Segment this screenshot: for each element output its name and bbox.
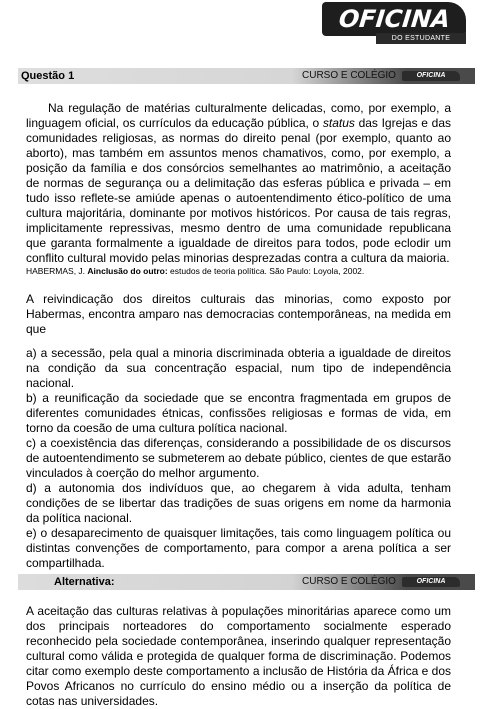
question-course-label: CURSO E COLÉGIO bbox=[302, 70, 396, 81]
logo-box bbox=[322, 2, 466, 36]
bibliographic-reference: HABERMAS, J. Ainclusão do outro: estudos de teoria política. São Paulo: Loyola, 2002. bbox=[26, 266, 365, 276]
answer-header-bar bbox=[18, 574, 475, 590]
option-c[interactable]: c) a coexistência das diferenças, considerando a possibilidade de os discursos de autoentendimento se submeterem ao debate público, cientes de que estarão vinculados à coerção do melhor argumento. bbox=[26, 436, 451, 480]
passage-text: Na regulação de matérias culturalmente delicadas, como, por exemplo, a linguagem oficial, os currículos da educação pública, o status das Igrejas e das comunidades religiosas, as normas do direito penal (por exemplo, quanto ao aborto), mas também em assuntos menos chamativos, como, por exemplo, a posição da família e dos consórcios semelhantes ao matrimônio, a aceitação de normas de segurança ou a delimitação das esferas pública e privada – em tudo isso reflete-se amiúde apenas o autoentendimento ético-político de uma cultura majoritária, dominante por motivos históricos. Por causa de tais regras, implicitamente repressivas, mesmo dentro de uma comunidade republicana que garanta formalmente a igualdade de direitos para todos, pode eclodir um conflito cultural movido pelas minorias desprezadas contra a cultura da maioria. bbox=[26, 101, 451, 265]
oficina-logo bbox=[322, 2, 466, 48]
reference-title: Ainclusão do outro: bbox=[87, 266, 168, 276]
option-b[interactable]: b) a reunificação da sociedade que se encontra fragmentada em grupos de diferentes comunidades étnicas, confissões religiosas e formas de vida, em torno da coesão de uma cultura política nacional. bbox=[26, 391, 451, 435]
answer-options bbox=[26, 346, 451, 571]
answer-explanation: A aceitação das culturas relativas à populações minoritárias aparece como um dos principais norteadores do comportamento socialmente esperado reconhecido pela sociedade contemporânea, inserindo qualquer representação cultural como válida e protegida de qualquer forma de discriminação. Podemos citar como exemplo deste comportamento a inclusão de História da África e dos Povos Africanos no currículo do ensino médio ou a inserção da política de cotas nas universidades. bbox=[26, 604, 451, 708]
question-stem: A reivindicação dos direitos culturais das minorias, como exposto por Habermas, encontra amparo nas democracias contemporâneas, na medida em que bbox=[26, 292, 451, 336]
answer-course-label: CURSO E COLÉGIO bbox=[302, 576, 396, 587]
status-word: status bbox=[322, 116, 355, 130]
option-a[interactable]: a) a secessão, pela qual a minoria discriminada obteria a igualdade de direitos na condição da sua concentração espacial, num tipo de independência nacional. bbox=[26, 346, 451, 390]
logo-subtitle: DO ESTUDANTE bbox=[376, 33, 466, 44]
question-header-bar bbox=[18, 68, 475, 84]
question-number: Questão 1 bbox=[21, 70, 75, 82]
answer-mini-logo: OFICINA bbox=[402, 577, 460, 587]
answer-label: Alternativa: bbox=[54, 576, 115, 588]
option-d[interactable]: d) a autonomia dos indivíduos que, ao chegarem à vida adulta, tenham condições de se libertar das tradições de suas origens em nome da harmonia da política nacional. bbox=[26, 481, 451, 525]
logo-brand: OFICINA bbox=[337, 5, 451, 33]
question-mini-logo: OFICINA bbox=[402, 71, 460, 81]
option-e[interactable]: e) o desaparecimento de quaisquer limitações, tais como linguagem política ou distintas convenções de comportamento, para compor a arena política a ser compartilhada. bbox=[26, 526, 451, 570]
